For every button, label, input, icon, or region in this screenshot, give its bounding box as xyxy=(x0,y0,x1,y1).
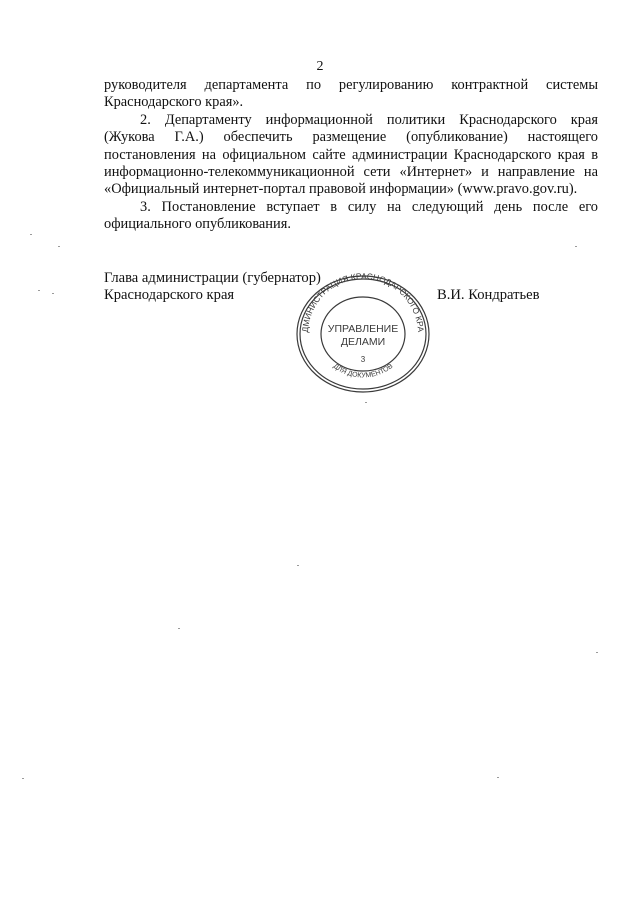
paragraph-item-3: 3. Постановление вступает в силу на следующий день после его официального опубликования. xyxy=(104,198,598,233)
page-number: 2 xyxy=(316,59,324,74)
signatory-position: Глава администрации (губернатор) xyxy=(104,270,321,286)
scan-speck xyxy=(365,402,367,403)
seal-number: 3 xyxy=(360,355,366,364)
scan-speck xyxy=(297,565,299,566)
scan-speck xyxy=(497,777,499,778)
scan-speck xyxy=(38,290,40,291)
document-body xyxy=(104,77,598,234)
official-seal xyxy=(290,272,436,396)
scan-speck xyxy=(52,293,54,294)
paragraph-continuation: руководителя департамента по регулированию контрактной системы Краснодарского края». xyxy=(104,77,598,111)
paragraph-item-2: 2. Департаменту информационной политики Краснодарского края (Жукова Г.А.) обеспечить размещение (опубликование) настоящего постановления на официальном сайте администрации Краснодарского края в информационно-телекоммуникационной сети «Интернет» и направление на «Официальный интернет-портал правовой информации» (www.pravo.gov.ru). xyxy=(104,111,598,198)
seal-graphic xyxy=(290,272,436,396)
scan-speck xyxy=(58,246,60,247)
scan-speck xyxy=(596,652,598,653)
seal-center-line-2: ДЕЛАМИ xyxy=(340,336,386,348)
signatory-name: В.И. Кондратьев xyxy=(437,287,540,303)
seal-outer-text-top: ДМИНИСТРАЦИЯ КРАСНОДАРСКОГО КРА xyxy=(299,272,427,333)
scan-speck xyxy=(178,628,180,629)
scan-speck xyxy=(575,246,577,247)
scan-speck xyxy=(30,234,32,235)
seal-outer-text-bottom: ДЛЯ ДОКУМЕНТОВ xyxy=(331,362,395,380)
signatory-region: Краснодарского края xyxy=(104,287,235,304)
seal-center-line-1: УПРАВЛЕНИЕ xyxy=(327,323,399,335)
scan-speck xyxy=(22,778,24,779)
